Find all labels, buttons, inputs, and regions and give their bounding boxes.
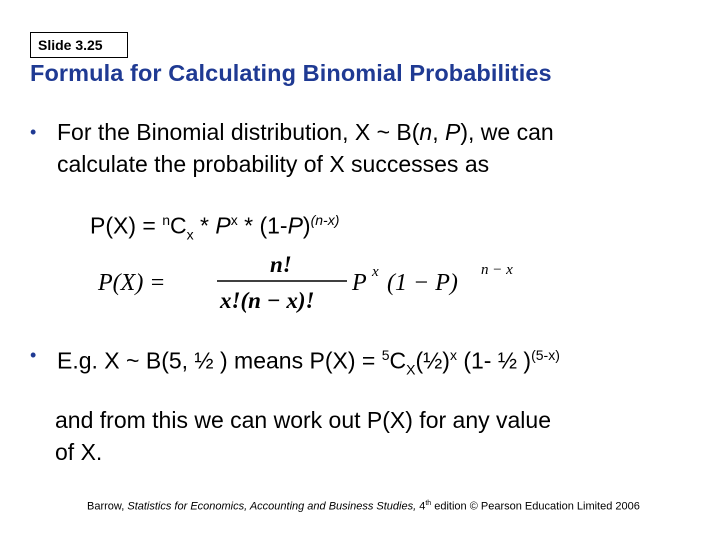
bullet-1-n: n	[419, 119, 433, 145]
footer-edition-sup: th	[425, 500, 432, 507]
rendered-p: P	[352, 270, 367, 296]
bullet-1-text-b: ), we can	[460, 119, 554, 145]
formula-x-sup: x	[230, 212, 238, 228]
formula-times-2: * (1-	[237, 212, 288, 239]
footer-publisher: edition © Pearson Education Limited 2006	[431, 500, 640, 513]
bullet-2-mid: (1- ½ )	[456, 347, 532, 374]
bullet-1-p: P	[445, 119, 461, 145]
bullet-1-line-1	[57, 116, 554, 148]
rendered-p-exp: x	[372, 264, 379, 280]
bullet-2-exp: (5-x)	[531, 347, 560, 363]
bullet-2-c: C	[389, 347, 407, 374]
formula-x-sub: x	[186, 226, 194, 243]
citation-footer	[87, 500, 640, 513]
formula-p: P	[215, 212, 231, 239]
bullet-2-five-sup: 5	[381, 347, 390, 363]
continuation-line-1: and from this we can work out P(X) for any value	[55, 407, 551, 433]
continuation-text	[55, 404, 551, 468]
bullet-dot-icon: •	[30, 345, 37, 365]
footer-author: Barrow,	[87, 500, 128, 513]
rendered-numerator: n!	[270, 252, 292, 277]
formula-n-sup: n	[162, 212, 171, 228]
continuation-line-2: of X.	[55, 439, 103, 465]
formula-p2: P	[287, 212, 303, 239]
bullet-dot-icon: •	[30, 122, 37, 142]
bullet-2-x-sup: x	[449, 347, 457, 363]
binomial-formula-text	[90, 212, 339, 242]
bullet-1-line-2: calculate the probability of X successes as	[57, 151, 490, 177]
formula-close-paren: )	[302, 212, 311, 239]
formula-exponent: (n-x)	[310, 212, 340, 228]
bullet-2-half: (½)	[415, 347, 450, 374]
rendered-lhs: P(X) =	[98, 270, 166, 296]
footer-edition-num: 4	[416, 500, 426, 513]
slide-title: Formula for Calculating Binomial Probabilities	[30, 60, 552, 86]
slide-number-label: Slide 3.25	[30, 32, 128, 58]
bullet-2-line	[57, 339, 560, 385]
footer-book-title: Statistics for Economics, Accounting and Business Studies,	[127, 500, 417, 513]
formula-lhs: P(X) =	[90, 212, 163, 239]
bullet-2-text: E.g. X ~ B(5, ½ ) means P(X) =	[57, 347, 382, 374]
binomial-formula-rendered	[90, 248, 540, 318]
rendered-one-minus: (1 − P)	[387, 270, 458, 296]
bullet-2-x-sub: X	[406, 361, 416, 378]
formula-c: C	[170, 212, 187, 239]
rendered-exp: n − x	[481, 262, 513, 278]
rendered-denominator: x!(n − x)!	[220, 288, 315, 313]
formula-times-1: *	[193, 212, 216, 239]
bullet-1-text-a: For the Binomial distribution, X ~ B(	[57, 119, 420, 145]
bullet-1-comma: ,	[432, 119, 445, 145]
